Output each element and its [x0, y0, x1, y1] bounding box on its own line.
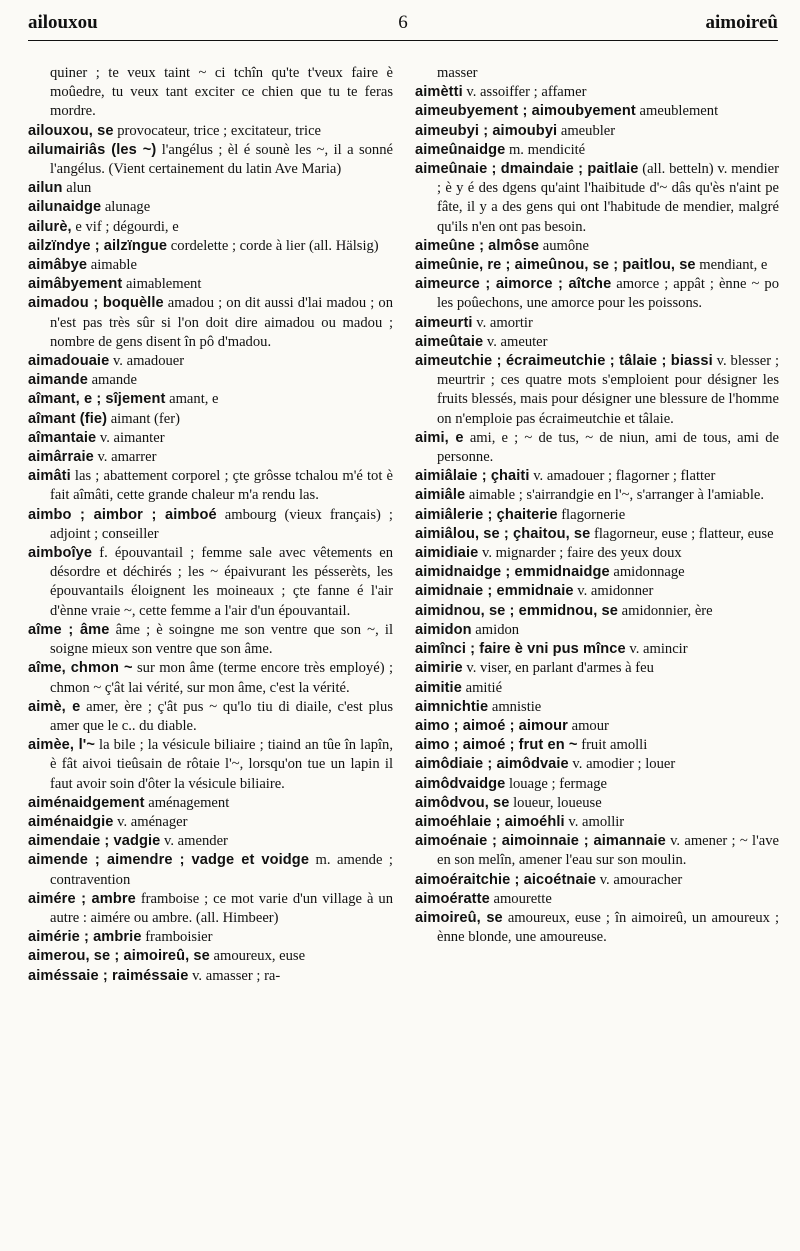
dictionary-entry — [28, 928, 393, 947]
entry-definition: v. aimanter — [96, 429, 165, 446]
entry-headword: aimadou ; boquèlle — [28, 295, 164, 312]
dictionary-entry — [28, 890, 393, 928]
entry-definition: v. amincir — [625, 641, 688, 658]
entry-definition: amourette — [489, 890, 552, 907]
dictionary-entry — [28, 967, 393, 986]
entry-headword: aimoéraitchie ; aicoétnaie — [415, 871, 597, 888]
entry-headword: aimerou, se ; aimoireû, se — [28, 948, 210, 965]
dictionary-entry — [28, 198, 393, 217]
right-guide-word: aimoireû — [705, 12, 778, 33]
entry-headword: aimidnaie ; emmidnaie — [415, 583, 574, 600]
entry-definition: v. amasser ; ra- — [188, 967, 281, 984]
entry-definition: flagornerie — [557, 506, 626, 523]
entry-definition: v. amadouer — [109, 353, 185, 370]
entry-definition: masser — [437, 65, 478, 81]
dictionary-entry — [415, 890, 779, 909]
dictionary-entry — [415, 602, 779, 621]
entry-definition: amant, e — [165, 391, 219, 408]
entry-definition: v. amodier ; louer — [568, 756, 676, 773]
entry-headword: aimiâlou, se ; çhaitou, se — [415, 525, 591, 542]
entry-definition: v. aménager — [113, 813, 188, 830]
dictionary-entry — [415, 506, 779, 525]
dictionary-entry — [415, 237, 779, 256]
entry-definition: v. assoiffer ; affamer — [462, 84, 587, 101]
dictionary-entry — [28, 794, 393, 813]
dictionary-entry — [415, 122, 779, 141]
entry-definition: (all. betteln) v. mendier ; è y é des dgens qu'aint l'haibitude d'~ dâs qu'ès n'aint pe fâte, il y a des gens qui ont l'habitude de mendier, malgré qu'ils n'en ont pas besoin. — [437, 161, 779, 235]
entry-headword: aimeûnie, re ; aimeûnou, se ; paitlou, se — [415, 257, 696, 274]
dictionary-entry — [28, 237, 393, 256]
entry-definition: alunage — [101, 199, 151, 216]
entry-definition: f. épouvantail ; femme sale avec vêtements en désordre et déchirés ; les ~ épaivurant les pésserèts, les épouvantails éloignent les moineaux ; çte fanne é l'air d'ènne vraie ~, cette femme a l'air d'un épouvantail. — [50, 545, 393, 619]
dictionary-entry — [28, 294, 393, 352]
dictionary-entry — [28, 410, 393, 429]
entry-headword: aimâti — [28, 468, 71, 485]
dictionary-entry — [28, 736, 393, 794]
entry-definition: flagorneur, euse ; flatteur, euse — [590, 525, 774, 542]
entry-headword: aîmantaie — [28, 429, 97, 446]
entry-headword: aimeutchie ; écraimeutchie ; tâlaie ; biassi — [415, 353, 713, 370]
dictionary-entry — [28, 371, 393, 390]
entry-headword: aimendaie ; vadgie — [28, 833, 161, 850]
dictionary-entry — [28, 659, 393, 697]
entry-headword: aimeubyement ; aimoubyement — [415, 103, 636, 120]
dictionary-entry — [415, 717, 779, 736]
entry-definition: la bile ; la vésicule biliaire ; tiaind an tûe în lapîn, è fât aivoi tieûsain de rôtaie l'~, lorsqu'on tue un lapin il faut avoir soin d'ôter la vésicule biliaire. — [50, 737, 393, 792]
entry-definition: loueur, loueuse — [509, 794, 602, 811]
entry-definition: amidonnier, ère — [618, 602, 713, 619]
entry-definition: amnistie — [488, 698, 542, 715]
entry-definition: sur mon âme (terme encore très employé) ; chmon ~ ç'ât lai vérité, sur mon âme, c'est la vérité. — [50, 660, 393, 696]
entry-definition: v. amadouer ; flagorner ; flatter — [529, 468, 716, 485]
entry-definition: aumône — [539, 237, 589, 254]
dictionary-entry — [415, 582, 779, 601]
dictionary-entry — [415, 563, 779, 582]
entry-headword: aimeubyi ; aimoubyi — [415, 122, 558, 139]
dictionary-entry — [28, 390, 393, 409]
entry-headword: aimâbyement — [28, 276, 123, 293]
entry-definition: las ; abattement corporel ; çte grôsse tchalou m'é tot è fait aîmâti, cette grande chaleur m'a rendu las. — [50, 468, 393, 504]
dictionary-entry — [415, 640, 779, 659]
entry-headword: aimeûtaie — [415, 333, 484, 350]
entry-headword: ailouxou, se — [28, 122, 114, 139]
entry-definition: v. amener ; ~ l'ave en son melîn, amener l'eau sur son moulin. — [437, 833, 779, 869]
dictionary-entry — [28, 467, 393, 505]
entry-headword: aîmant (fie) — [28, 410, 108, 427]
dictionary-entry — [415, 736, 779, 755]
entry-headword: aimeûnaidge — [415, 141, 506, 158]
entry-headword: aimoératte — [415, 890, 490, 907]
entry-headword: ailumairiâs (les ~) — [28, 141, 157, 158]
entry-headword: aîme ; âme — [28, 621, 110, 638]
entry-headword: aimeûne ; almôse — [415, 237, 540, 254]
entry-definition: amadou ; on dit aussi d'lai madou ; on n'est pas très sûr si l'on doit dire aimadou ou madou ; nombre de gens disent în pô d'madou. — [50, 295, 394, 350]
entry-definition: m. amende ; contravention — [50, 852, 393, 888]
dictionary-entry — [28, 947, 393, 966]
entry-headword: aimboîye — [28, 545, 93, 562]
dictionary-entry — [415, 698, 779, 717]
entry-headword: aimiâle — [415, 487, 466, 504]
dictionary-entry — [415, 794, 779, 813]
dictionary-entry — [415, 141, 779, 160]
entry-headword: aimiâlaie ; çhaiti — [415, 468, 530, 485]
entry-definition: alun — [62, 180, 92, 197]
right-column — [415, 64, 779, 947]
entry-definition: âme ; è soingne me son ventre que son ~, il soigne mieux son ventre que son âme. — [50, 621, 393, 658]
entry-definition: v. amarrer — [93, 449, 157, 466]
entry-headword: aimérie ; ambrie — [28, 929, 142, 946]
entry-headword: aimidnaidge ; emmidnaidge — [415, 564, 610, 581]
entry-headword: aîme, chmon ~ — [28, 660, 133, 677]
dictionary-entry — [28, 179, 393, 198]
entry-definition: v. amollir — [564, 813, 625, 830]
entry-headword: ailunaidge — [28, 199, 102, 216]
dictionary-entry — [415, 659, 779, 678]
dictionary-entry — [28, 621, 393, 659]
entry-definition: l'angélus ; èl é sounè les ~, il a sonné l'angélus. (Vient certainement du latin Ave Maria) — [50, 141, 394, 178]
left-guide-word: ailouxou — [28, 12, 98, 33]
entry-headword: aimeûnaie ; dmaindaie ; paitlaie — [415, 161, 639, 178]
entry-headword: aiménaidgement — [28, 794, 145, 811]
entry-definition: amour — [567, 717, 609, 734]
dictionary-entry — [28, 141, 393, 179]
dictionary-entry — [415, 775, 779, 794]
dictionary-entry — [415, 832, 779, 870]
entry-headword: aimadouaie — [28, 353, 110, 370]
dictionary-entry — [415, 429, 779, 467]
entry-headword: ailurè, — [28, 218, 72, 235]
dictionary-entry — [415, 755, 779, 774]
dictionary-entry — [28, 218, 393, 237]
entry-headword: aimôdvou, se — [415, 794, 510, 811]
page-number: 6 — [398, 12, 408, 33]
entry-definition: aimablement — [122, 276, 202, 293]
entry-definition: v. amouracher — [596, 871, 683, 888]
entry-definition: amoureux, euse ; în aimoireû, un amoureux ; ènne blonde, une amoureuse. — [437, 909, 780, 946]
entry-definition: framboisier — [141, 929, 213, 946]
entry-headword: aimâbye — [28, 257, 88, 274]
dictionary-entry — [28, 832, 393, 851]
entry-headword: aimo ; aimoé ; aimour — [415, 717, 568, 734]
entry-definition: cordelette ; corde à lier (all. Hälsig) — [167, 237, 379, 254]
page-header — [28, 8, 778, 41]
entry-definition: v. blesser ; meurtrir ; ces quatre mots s'emploient pour désigner les fruits blessés, mais pour désigner une blessure de l'homme on n'emploie pas écraimeutchie et tâlaie. — [437, 353, 779, 427]
entry-definition: amidon — [471, 621, 520, 638]
dictionary-entry — [415, 256, 779, 275]
dictionary-entry — [415, 871, 779, 890]
entry-definition: v. mignarder ; faire des yeux doux — [478, 545, 682, 562]
entry-headword: aimirie — [415, 660, 463, 677]
entry-headword: aiméssaie ; raiméssaie — [28, 967, 189, 984]
entry-headword: aimére ; ambre — [28, 890, 136, 907]
entry-headword: aimoéhlaie ; aimoéhli — [415, 813, 565, 830]
entry-definition: amoureux, euse — [209, 948, 306, 965]
entry-headword: aimôdvaidge — [415, 775, 506, 792]
entry-definition: aimable — [87, 257, 137, 274]
dictionary-entry — [28, 352, 393, 371]
entry-headword: aimârraie — [28, 449, 94, 466]
entry-headword: aimande — [28, 372, 88, 389]
dictionary-entry — [28, 448, 393, 467]
dictionary-entry — [415, 909, 779, 947]
entry-headword: aimitie — [415, 679, 462, 696]
dictionary-entry — [415, 525, 779, 544]
entry-definition: aimant (fer) — [107, 410, 180, 427]
entry-headword: aiménaidgie — [28, 813, 114, 830]
entry-headword: aimè, e — [28, 698, 81, 715]
entry-definition: m. mendicité — [505, 141, 586, 158]
entry-definition: amande — [87, 372, 137, 389]
entry-headword: aimoénaie ; aimoinnaie ; aimannaie — [415, 833, 666, 850]
entry-headword: ailzïndye ; ailzïngue — [28, 237, 168, 254]
dictionary-entry — [28, 429, 393, 448]
dictionary-entry — [415, 64, 779, 83]
dictionary-entry — [28, 256, 393, 275]
entry-headword: ailun — [28, 180, 63, 197]
dictionary-entry — [415, 621, 779, 640]
entry-headword: aimoireû, se — [415, 909, 503, 926]
entry-definition: aimable ; s'airrandgie en l'~, s'arranger à l'amiable. — [465, 487, 765, 504]
entry-definition: quiner ; te veux taint ~ ci tchîn qu'te t'veux faire è moûedre, tu veux tant exciter ce chien que tu te feras mordre. — [50, 65, 393, 120]
entry-headword: aimèe, l'~ — [28, 737, 95, 754]
entry-headword: aimeurti — [415, 314, 473, 331]
entry-headword: aimo ; aimoé ; frut en ~ — [415, 737, 578, 754]
dictionary-entry — [415, 333, 779, 352]
entry-definition: v. amender — [160, 833, 228, 850]
dictionary-entry — [28, 544, 393, 621]
entry-definition: v. ameuter — [483, 333, 548, 350]
entry-definition: ami, e ; ~ de tus, ~ de niun, ami de tous, ami de personne. — [437, 429, 779, 466]
dictionary-entry — [28, 813, 393, 832]
entry-headword: aimidnou, se ; emmidnou, se — [415, 602, 618, 619]
entry-definition: framboise ; ce mot varie d'un village à un autre : aimére ou ambre. (all. Himbeer) — [50, 890, 394, 926]
entry-definition: ambourg (vieux français) ; adjoint ; conseiller — [50, 506, 393, 542]
entry-definition: e vif ; dégourdi, e — [71, 218, 179, 235]
entry-definition: amorce ; appât ; ènne ~ po les poûechons, une amorce pour les poissons. — [437, 276, 779, 312]
entry-headword: aimende ; aimendre ; vadge et voidge — [28, 852, 310, 869]
entry-definition: provocateur, trice ; excitateur, trice — [113, 122, 322, 139]
entry-definition: amer, ère ; ç'ât pus ~ qu'lo tiu di diaile, c'est plus amer que le c.. du diable. — [50, 698, 393, 734]
entry-definition: v. amortir — [472, 314, 533, 331]
dictionary-entry — [415, 813, 779, 832]
dictionary-entry — [28, 122, 393, 141]
entry-definition: ameubler — [557, 122, 616, 139]
dictionary-entry — [28, 64, 393, 122]
dictionary-entry — [415, 352, 779, 429]
entry-headword: aimbo ; aimbor ; aimboé — [28, 506, 217, 523]
entry-definition: ameublement — [635, 103, 719, 120]
entry-definition: fruit amolli — [577, 737, 648, 754]
dictionary-entry — [415, 314, 779, 333]
dictionary-entry — [415, 467, 779, 486]
entry-definition: mendiant, e — [695, 257, 768, 274]
entry-headword: aimeurce ; aimorce ; aîtche — [415, 276, 612, 293]
entry-headword: aimi, e — [415, 429, 464, 446]
dictionary-entry — [415, 486, 779, 505]
dictionary-entry — [415, 679, 779, 698]
dictionary-entry — [28, 506, 393, 544]
dictionary-entry — [28, 698, 393, 736]
entry-headword: aimidiaie — [415, 545, 479, 562]
entry-definition: amitié — [461, 679, 503, 696]
entry-headword: aîmant, e ; sîjement — [28, 391, 166, 408]
entry-definition: v. viser, en parlant d'armes à feu — [462, 660, 654, 677]
dictionary-entry — [415, 102, 779, 121]
entry-headword: aimôdiaie ; aimôdvaie — [415, 756, 569, 773]
dictionary-entry — [28, 275, 393, 294]
dictionary-entry — [415, 275, 779, 313]
entry-definition: aménagement — [144, 794, 230, 811]
entry-headword: aimnichtie — [415, 698, 489, 715]
left-column — [28, 64, 393, 986]
entry-definition: v. amidonner — [573, 583, 654, 600]
dictionary-entry — [28, 851, 393, 889]
entry-headword: aimiâlerie ; çhaiterie — [415, 506, 558, 523]
dictionary-entry — [415, 544, 779, 563]
entry-definition: louage ; fermage — [505, 775, 608, 792]
entry-definition: amidonnage — [609, 564, 685, 581]
entry-headword: aimidon — [415, 621, 472, 638]
entry-headword: aimètti — [415, 84, 463, 101]
dictionary-entry — [415, 83, 779, 102]
dictionary-entry — [415, 160, 779, 237]
entry-headword: aimînci ; faire è vni pus mînce — [415, 641, 626, 658]
